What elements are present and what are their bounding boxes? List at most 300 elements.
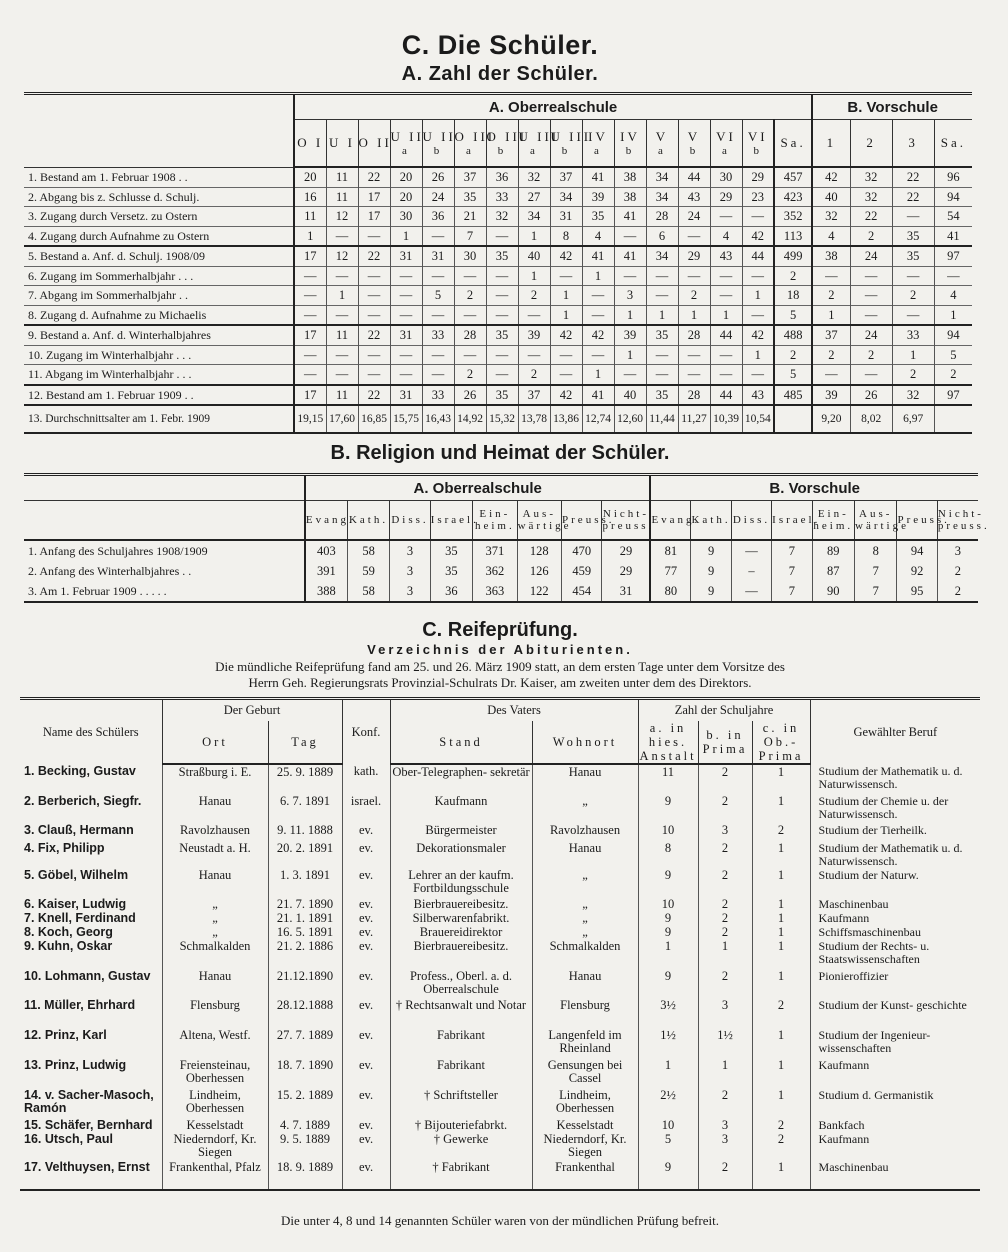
- chosen-profession: Studium d. Germanistik: [810, 1088, 980, 1118]
- column-header-division: a: [530, 145, 538, 157]
- table-row: [24, 345, 1008, 365]
- cell-value: —: [742, 305, 774, 325]
- confession: ev.: [342, 897, 390, 911]
- cell-value: 35: [454, 187, 486, 207]
- vorschule-cell-value: 7: [772, 561, 812, 581]
- vorschule-cell-value: 35: [892, 226, 934, 246]
- section-a-title: A. Zahl der Schüler.: [401, 63, 599, 85]
- cell-value: 17: [358, 207, 390, 227]
- birth-place: Kesselstadt: [162, 1118, 268, 1132]
- cell-value: —: [518, 345, 550, 365]
- cell-value: 34: [646, 167, 678, 187]
- cell-value: 2: [454, 365, 486, 385]
- birth-date: 15. 2. 1889: [268, 1088, 342, 1118]
- years-in-prima: 3: [698, 1132, 752, 1160]
- cell-value: 37: [454, 167, 486, 187]
- row-label-header: [24, 501, 305, 541]
- birth-place: Neustadt a. H.: [162, 841, 268, 868]
- birth-place: Hanau: [162, 794, 268, 823]
- birth-date: 9. 5. 1889: [268, 1132, 342, 1160]
- cell-value: —: [710, 286, 742, 306]
- cell-value: —: [678, 226, 710, 246]
- oberrealschule-column-header: Kath.: [347, 501, 389, 541]
- cell-value: 36: [422, 207, 454, 227]
- cell-value: 35: [430, 540, 472, 561]
- average-value: 17,60: [326, 405, 358, 433]
- confession: ev.: [342, 823, 390, 841]
- table-row: [20, 1132, 980, 1160]
- confession: ev.: [342, 1028, 390, 1058]
- father-residence: Flensburg: [532, 998, 638, 1028]
- cell-value: 42: [742, 226, 774, 246]
- section-b-title: B. Religion und Heimat der Schüler.: [330, 442, 670, 464]
- cell-value: —: [582, 345, 614, 365]
- years-in-school: 1½: [638, 1028, 698, 1058]
- cell-value: 32: [518, 167, 550, 187]
- cell-value: 11: [294, 207, 326, 227]
- cell-value: 8: [550, 226, 582, 246]
- vorschule-cell-value: —: [892, 207, 934, 227]
- vorschule-cell-value: —: [731, 581, 771, 602]
- years-in-prima: 2: [698, 1160, 752, 1190]
- student-name: 1. Becking, Gustav: [24, 763, 136, 778]
- beruf-header: Gewählter Beruf: [810, 699, 980, 764]
- father-residence: Hanau: [532, 969, 638, 998]
- average-value: 11,44: [646, 405, 678, 433]
- cell-value: 4: [582, 226, 614, 246]
- wohnort-header: Wohnort: [532, 721, 638, 764]
- cell-value: 128: [517, 540, 561, 561]
- column-header-class: U II: [422, 129, 456, 144]
- cell-value: 28: [454, 325, 486, 345]
- anstalt-header: a. in hies. Anstalt: [639, 720, 697, 763]
- column-header-division: a: [658, 145, 666, 157]
- vorschule-cell-value: —: [850, 286, 892, 306]
- cell-value: —: [454, 345, 486, 365]
- row-label: 8. Zugang d. Aufnahme zu Michaelis: [24, 305, 294, 325]
- cell-value: 29: [678, 246, 710, 266]
- cell-value: 38: [614, 167, 646, 187]
- average-value: 14,92: [454, 405, 486, 433]
- row-label: 5. Bestand a. Anf. d. Schulj. 1908/09: [24, 246, 294, 266]
- cell-value: 17: [358, 187, 390, 207]
- student-name: 3. Clauß, Hermann: [24, 822, 134, 837]
- table-row: [20, 1160, 980, 1190]
- cell-value: 113: [774, 226, 812, 246]
- vorschule-cell-value: 2: [937, 581, 978, 602]
- years-in-school: 9: [638, 868, 698, 897]
- vorschule-cell-value: 32: [850, 187, 892, 207]
- cell-value: 485: [774, 385, 812, 406]
- column-header-division: a: [466, 145, 474, 157]
- cell-value: —: [454, 266, 486, 286]
- cell-value: 403: [305, 540, 347, 561]
- column-header: [646, 120, 678, 168]
- vorschule-cell-value: 41: [934, 226, 972, 246]
- father-occupation: † Gewerke: [390, 1132, 532, 1160]
- cell-value: 44: [742, 246, 774, 266]
- cell-value: —: [486, 226, 518, 246]
- father-residence: „: [532, 868, 638, 897]
- cell-value: 33: [486, 187, 518, 207]
- years-in-school: 5: [638, 1132, 698, 1160]
- vorschule-cell-value: 35: [892, 246, 934, 266]
- cell-value: 352: [774, 207, 812, 227]
- chosen-profession: Kaufmann: [810, 1058, 980, 1088]
- ort-header: Ort: [162, 721, 268, 764]
- confession: ev.: [342, 998, 390, 1028]
- years-in-oberprima: 1: [752, 1028, 810, 1058]
- average-value: 15,32: [486, 405, 518, 433]
- vorschule-cell-value: —: [850, 365, 892, 385]
- vorschule-cell-value: 3: [937, 540, 978, 561]
- column-header-class: IV: [588, 129, 608, 144]
- vorschule-cell-value: 2: [892, 286, 934, 306]
- vorschule-cell-value: 8: [855, 540, 897, 561]
- student-name: 12. Prinz, Karl: [24, 1027, 107, 1042]
- cell-value: 29: [710, 187, 742, 207]
- table-row: [24, 581, 978, 602]
- vorschule-cell-value: 9: [691, 561, 731, 581]
- column-header-class: U III: [518, 129, 560, 144]
- vorschule-cell-value: 9: [691, 540, 731, 561]
- geburt-header: Der Geburt: [162, 699, 342, 721]
- vorschule-cell-value: —: [892, 305, 934, 325]
- column-header-class: U II: [390, 129, 424, 144]
- cell-value: 454: [562, 581, 602, 602]
- vorschule-cell-value: 5: [934, 345, 972, 365]
- birth-date: 25. 9. 1889: [268, 764, 342, 794]
- table-row: [20, 1118, 980, 1132]
- birth-date: 21. 2. 1886: [268, 939, 342, 969]
- cell-value: —: [710, 207, 742, 227]
- cell-value: 2: [678, 286, 710, 306]
- row-label: 3. Am 1. Februar 1909 . . . . .: [24, 581, 305, 602]
- cell-value: —: [582, 286, 614, 306]
- average-value: 8,02: [850, 405, 892, 433]
- cell-value: —: [358, 286, 390, 306]
- cell-value: 1: [550, 286, 582, 306]
- cell-value: 42: [582, 325, 614, 345]
- years-in-prima: 2: [698, 925, 752, 939]
- birth-place: Schmalkalden: [162, 939, 268, 969]
- cell-value: 40: [518, 246, 550, 266]
- average-value: 13,78: [518, 405, 550, 433]
- cell-value: 29: [602, 540, 651, 561]
- cell-value: —: [710, 345, 742, 365]
- cell-value: 35: [430, 561, 472, 581]
- cell-value: —: [390, 266, 422, 286]
- column-header-class: O II: [358, 135, 392, 150]
- father-occupation: Fabrikant: [390, 1058, 532, 1088]
- cell-value: 2: [518, 365, 550, 385]
- oberrealschule-column-header: Diss.: [390, 501, 430, 541]
- chosen-profession: Studium der Mathematik u. d. Naturwissensch.: [810, 841, 980, 868]
- cell-value: —: [358, 345, 390, 365]
- column-header-division: a: [402, 145, 410, 157]
- cell-value: —: [358, 226, 390, 246]
- cell-value: —: [422, 305, 454, 325]
- student-name: 4. Fix, Philipp: [24, 840, 105, 855]
- cell-value: —: [614, 365, 646, 385]
- years-in-prima: 1: [698, 1058, 752, 1088]
- student-name: 15. Schäfer, Bernhard: [24, 1117, 153, 1132]
- cell-value: 423: [774, 187, 812, 207]
- years-in-oberprima: 1: [752, 1160, 810, 1190]
- tag-header: Tag: [268, 721, 342, 764]
- father-residence: „: [532, 794, 638, 823]
- father-occupation: Lehrer an der kaufm. Fortbildungsschule: [390, 868, 532, 897]
- years-in-oberprima: 1: [752, 764, 810, 794]
- chosen-profession: Studium der Ingenieur- wissenschaften: [810, 1028, 980, 1058]
- cell-value: 1: [614, 345, 646, 365]
- vorschule-cell-value: 37: [812, 325, 850, 345]
- row-label: 11. Abgang im Winterhalbjahr . . .: [24, 365, 294, 385]
- vorschule-cell-value: 2: [812, 286, 850, 306]
- cell-value: 35: [486, 385, 518, 406]
- average-value: 16,85: [358, 405, 390, 433]
- birth-date: 28.12.1888: [268, 998, 342, 1028]
- column-header: [710, 120, 742, 168]
- cell-value: 22: [358, 246, 390, 266]
- vorschule-cell-value: 7: [855, 581, 897, 602]
- birth-date: 20. 2. 1891: [268, 841, 342, 868]
- father-occupation: Silberwarenfabrikt.: [390, 911, 532, 925]
- vorschule-cell-value: 32: [850, 167, 892, 187]
- years-in-oberprima: 1: [752, 969, 810, 998]
- cell-value: 43: [678, 187, 710, 207]
- cell-value: 2: [518, 286, 550, 306]
- cell-value: 31: [550, 207, 582, 227]
- years-in-oberprima: 1: [752, 1058, 810, 1088]
- average-value: 12,60: [614, 405, 646, 433]
- average-value: 12,74: [582, 405, 614, 433]
- chosen-profession: Maschinenbau: [810, 897, 980, 911]
- years-in-prima: 2: [698, 897, 752, 911]
- vorschule-cell-value: 81: [650, 540, 690, 561]
- average-value: 9,20: [812, 405, 850, 433]
- cell-value: —: [678, 345, 710, 365]
- row-label: 6. Zugang im Sommerhalbjahr . . .: [24, 266, 294, 286]
- cell-value: 24: [422, 187, 454, 207]
- years-in-prima: 2: [698, 794, 752, 823]
- cell-value: —: [678, 266, 710, 286]
- vorschule-cell-value: —: [812, 266, 850, 286]
- cell-value: 363: [473, 581, 517, 602]
- years-in-school: 9: [638, 794, 698, 823]
- table-row: [24, 246, 1008, 266]
- average-value: 16,43: [422, 405, 454, 433]
- cell-value: —: [486, 286, 518, 306]
- vorschule-column-header: Kath.: [691, 501, 731, 541]
- cell-value: —: [294, 286, 326, 306]
- student-name: 17. Velthuysen, Ernst: [20, 1160, 162, 1190]
- vorschule-cell-value: 9: [691, 581, 731, 602]
- cell-value: 44: [678, 167, 710, 187]
- cell-value: 499: [774, 246, 812, 266]
- birth-place: Flensburg: [162, 998, 268, 1028]
- cell-value: 3: [390, 561, 430, 581]
- column-header-class: V: [687, 129, 701, 144]
- years-in-school: 9: [638, 911, 698, 925]
- chosen-profession: Schiffsmaschinenbau: [810, 925, 980, 939]
- oberrealschule-column-header: Preuss.: [562, 501, 602, 541]
- birth-place: „: [162, 897, 268, 911]
- birth-place: Freiensteinau, Oberhessen: [162, 1058, 268, 1088]
- cell-value: 488: [774, 325, 812, 345]
- table-row: [20, 868, 980, 897]
- birth-place: „: [162, 911, 268, 925]
- column-header: [518, 120, 560, 168]
- chosen-profession: Kaufmann: [810, 911, 980, 925]
- cell-value: 20: [390, 167, 422, 187]
- years-in-prima: 2: [698, 868, 752, 897]
- vorschule-cell-value: 22: [850, 207, 892, 227]
- birth-date: 21.12.1890: [268, 969, 342, 998]
- cell-value: 12: [326, 246, 358, 266]
- years-in-oberprima: 2: [752, 1132, 810, 1160]
- vorschule-cell-value: 2: [937, 561, 978, 581]
- cell-value: 38: [614, 187, 646, 207]
- cell-value: 36: [430, 581, 472, 602]
- vorschule-column-header: Aus-wärtige: [855, 501, 897, 541]
- cell-value: 39: [614, 325, 646, 345]
- birth-place: Straßburg i. E.: [162, 764, 268, 794]
- birth-place: „: [162, 925, 268, 939]
- years-in-oberprima: 1: [752, 911, 810, 925]
- footnote: Die unter 4, 8 und 14 genannten Schüler waren von der mündlichen Prüfung befreit.: [281, 1213, 719, 1228]
- table-row: [24, 187, 1008, 207]
- cell-value: —: [646, 286, 678, 306]
- vorschule-cell-value: —: [850, 266, 892, 286]
- column-header-class: V: [655, 129, 669, 144]
- cell-value: 24: [678, 207, 710, 227]
- cell-value: 35: [646, 385, 678, 406]
- birth-place: Hanau: [162, 868, 268, 897]
- years-in-prima: 2: [698, 764, 752, 794]
- vorschule-column-header: Sa.: [934, 120, 972, 168]
- cell-value: 3: [390, 581, 430, 602]
- cell-value: 31: [390, 246, 422, 266]
- table-row: [20, 794, 980, 823]
- table-row: [24, 286, 1008, 306]
- vorschule-cell-value: —: [812, 365, 850, 385]
- vorschule-cell-value: —: [892, 266, 934, 286]
- cell-value: —: [326, 305, 358, 325]
- chosen-profession: Maschinenbau: [810, 1160, 980, 1190]
- average-value: 10,54: [742, 405, 774, 433]
- cell-value: 35: [486, 246, 518, 266]
- abiturienten-table: [20, 697, 980, 1191]
- cell-value: 41: [582, 167, 614, 187]
- confession: ev.: [342, 868, 390, 897]
- cell-value: 41: [582, 246, 614, 266]
- years-in-school: 3½: [638, 998, 698, 1028]
- father-residence: Ravolzhausen: [532, 823, 638, 841]
- cell-value: 5: [774, 305, 812, 325]
- vorschule-cell-value: 7: [772, 581, 812, 602]
- vorschule-cell-value: 22: [892, 187, 934, 207]
- row-label: 9. Bestand a. Anf. d. Winterhalbjahres: [24, 325, 294, 345]
- years-in-prima: 1½: [698, 1028, 752, 1058]
- column-header-class: U III: [550, 129, 592, 144]
- years-in-prima: 2: [698, 841, 752, 868]
- average-value: 19,15: [294, 405, 326, 433]
- cell-value: —: [678, 365, 710, 385]
- vorschule-column-header: Ein-heim.: [812, 501, 854, 541]
- student-count-table: [24, 92, 1008, 434]
- vorschule-cell-value: 94: [934, 187, 972, 207]
- stand-header: Stand: [390, 721, 532, 764]
- cell-value: 1: [742, 286, 774, 306]
- row-label-header: [24, 94, 294, 168]
- cell-value: 35: [582, 207, 614, 227]
- father-occupation: Brauereidirektor: [390, 925, 532, 939]
- birth-date: 21. 1. 1891: [268, 911, 342, 925]
- cell-value: —: [326, 365, 358, 385]
- cell-value: —: [486, 365, 518, 385]
- section-c-subtitle: Verzeichnis der Abiturienten.: [367, 642, 633, 657]
- cell-value: 28: [678, 385, 710, 406]
- cell-value: —: [582, 305, 614, 325]
- cell-value: 28: [646, 207, 678, 227]
- chosen-profession: Kaufmann: [810, 1132, 980, 1160]
- cell-value: 1: [518, 266, 550, 286]
- confession: ev.: [342, 841, 390, 868]
- student-name: 2. Berberich, Siegfr.: [24, 793, 142, 808]
- column-header-division: b: [561, 145, 571, 157]
- column-header-division: b: [625, 145, 635, 157]
- vorschule-cell-value: 42: [812, 167, 850, 187]
- cell-value: —: [390, 305, 422, 325]
- years-in-school: 10: [638, 897, 698, 911]
- vorschule-cell-value: 94: [897, 540, 937, 561]
- column-header-class: O I: [297, 135, 324, 150]
- cell-value: 388: [305, 581, 347, 602]
- years-in-oberprima: 2: [752, 823, 810, 841]
- cell-value: 58: [347, 540, 389, 561]
- father-residence: Kesselstadt: [532, 1118, 638, 1132]
- cell-value: 59: [347, 561, 389, 581]
- cell-value: 11: [326, 187, 358, 207]
- oberrealschule-header: A. Oberrealschule: [305, 475, 651, 501]
- vorschule-cell-value: 24: [850, 325, 892, 345]
- table-row: [20, 939, 980, 969]
- birth-place: Hanau: [162, 969, 268, 998]
- vorschule-cell-value: 2: [934, 365, 972, 385]
- years-in-school: 8: [638, 841, 698, 868]
- cell-value: —: [422, 365, 454, 385]
- birth-date: 18. 9. 1889: [268, 1160, 342, 1190]
- column-header-class: O III: [486, 129, 528, 144]
- vorschule-column-header: 3: [892, 120, 934, 168]
- cell-value: 1: [550, 305, 582, 325]
- student-name: 13. Prinz, Ludwig: [24, 1057, 127, 1072]
- vorschule-cell-value: 77: [650, 561, 690, 581]
- vorschule-cell-value: —: [850, 305, 892, 325]
- confession: ev.: [342, 925, 390, 939]
- father-occupation: Dekorationsmaler: [390, 841, 532, 868]
- cell-value: —: [486, 345, 518, 365]
- cell-value: —: [422, 226, 454, 246]
- years-in-prima: 2: [698, 911, 752, 925]
- cell-value: —: [326, 266, 358, 286]
- row-label: 2. Abgang bis z. Schlusse d. Schulj.: [24, 187, 294, 207]
- birth-date: 6. 7. 1891: [268, 794, 342, 823]
- cell-value: 42: [550, 246, 582, 266]
- cell-value: —: [358, 266, 390, 286]
- intro-line-1: Die mündliche Reifeprüfung fand am 25. und 26. März 1909 statt, an dem ersten Tage unter dem Vorsitze des: [215, 659, 785, 674]
